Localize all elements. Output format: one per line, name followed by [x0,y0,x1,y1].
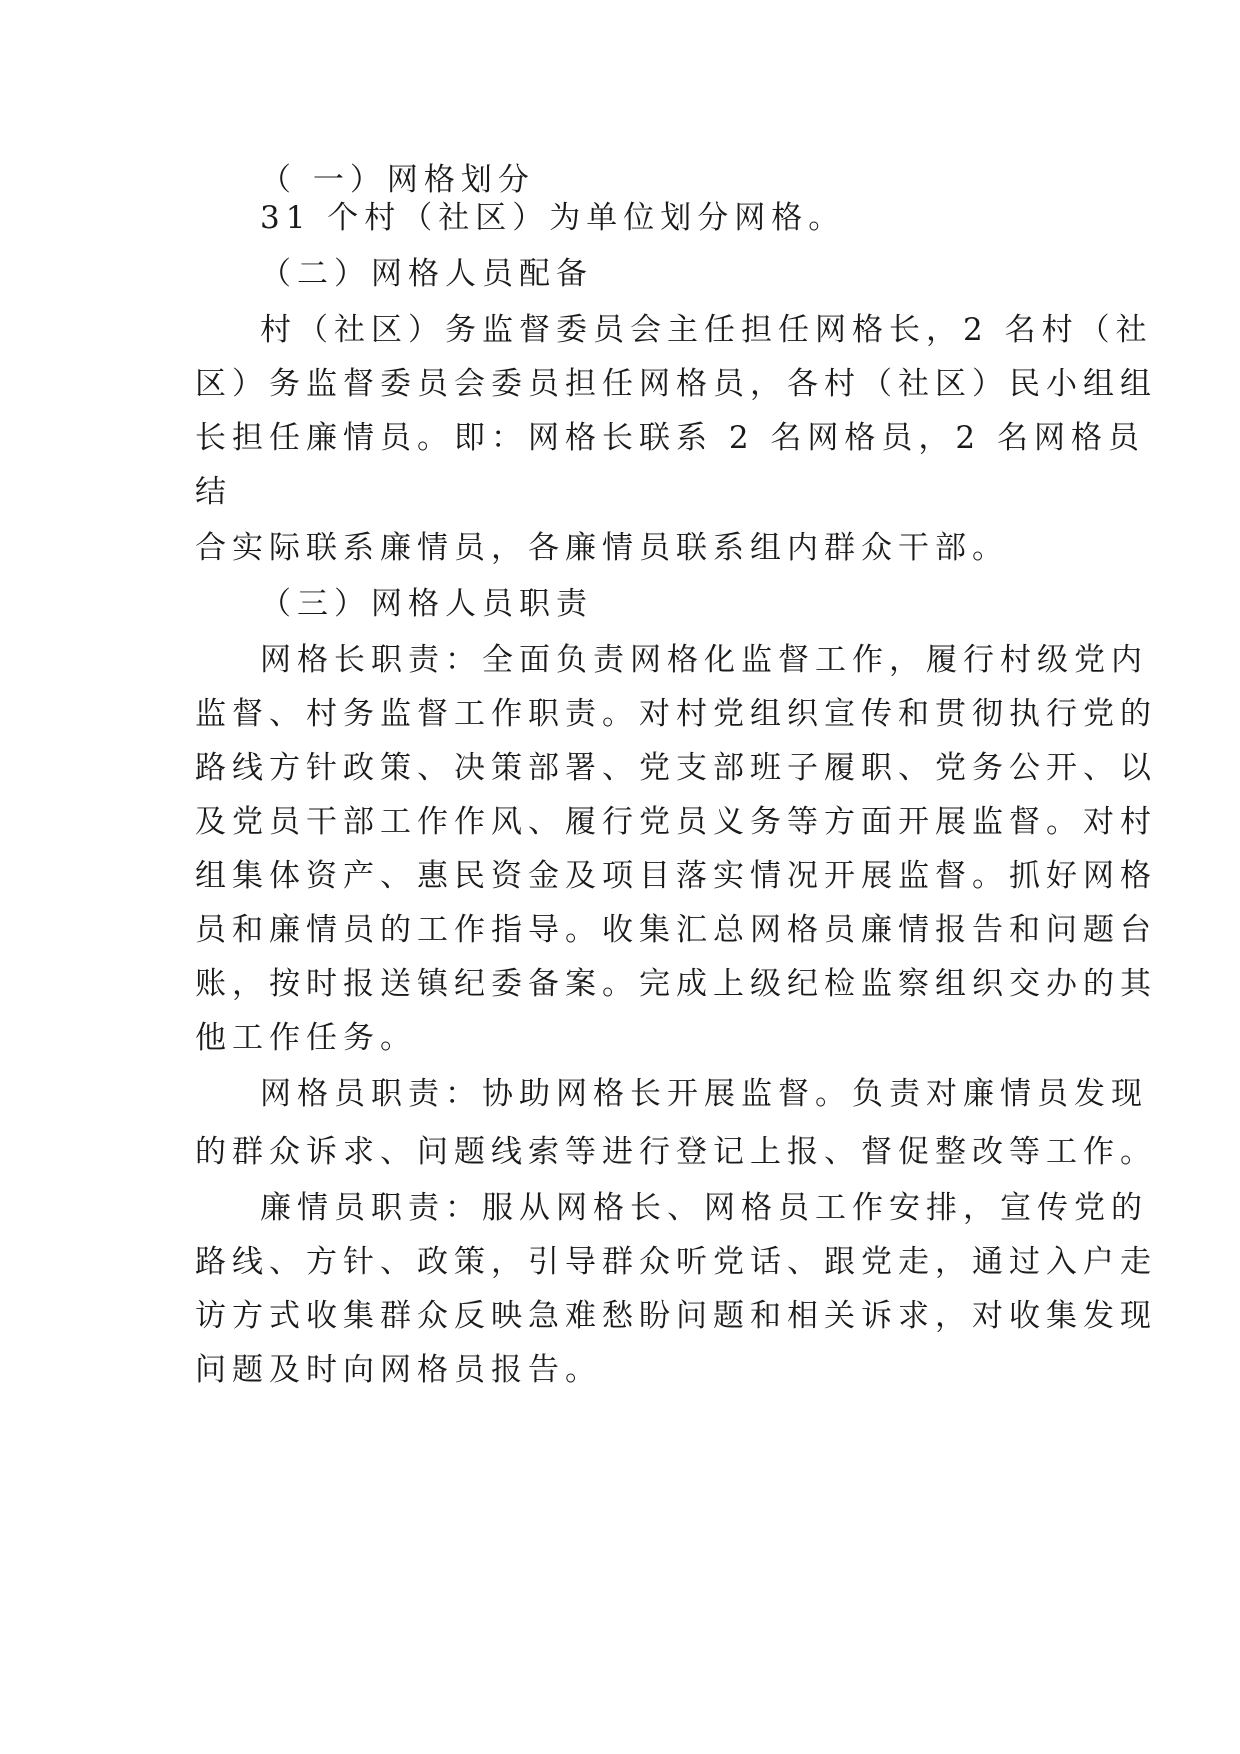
paragraph-line: 路线方针政策、决策部署、党支部班子履职、党务公开、以 [195,750,1157,786]
paragraph-line: 结 [195,474,232,510]
paragraph-line: 访方式收集群众反映急难愁盼问题和相关诉求，对收集发现 [195,1298,1157,1334]
paragraph-line: 长担任廉情员。即：网格长联系 2 名网格员，2 名网格员 [195,420,1146,456]
paragraph-line: 31 个村（社区）为单位划分网格。 [260,200,846,236]
paragraph-line: 路线、方针、政策，引导群众听党话、跟党走，通过入户走 [195,1244,1157,1280]
paragraph-line: 账，按时报送镇纪委备案。完成上级纪检监察组织交办的其 [195,966,1157,1002]
section-heading-grid-duties: （三）网格人员职责 [260,586,593,622]
paragraph-line: 区）务监督委员会委员担任网格员，各村（社区）民小组组 [195,366,1157,402]
paragraph-line: 组集体资产、惠民资金及项目落实情况开展监督。抓好网格 [195,858,1157,894]
paragraph-line: 网格员职责：协助网格长开展监督。负责对廉情员发现 [260,1076,1148,1112]
paragraph-line: 网格长职责：全面负责网格化监督工作，履行村级党内 [260,642,1148,678]
paragraph-line: 他工作任务。 [195,1020,417,1056]
paragraph-line: 廉情员职责：服从网格长、网格员工作安排，宣传党的 [260,1190,1148,1226]
paragraph-line: 监督、村务监督工作职责。对村党组织宣传和贯彻执行党的 [195,696,1157,732]
paragraph-line: 问题及时向网格员报告。 [195,1352,602,1388]
section-heading-grid-staffing: （二）网格人员配备 [260,256,593,292]
paragraph-line: 合实际联系廉情员，各廉情员联系组内群众干部。 [195,530,1009,566]
paragraph-line: 及党员干部工作作风、履行党员义务等方面开展监督。对村 [195,804,1157,840]
paragraph-line: 的群众诉求、问题线索等进行登记上报、督促整改等工作。 [195,1134,1157,1170]
paragraph-line: 员和廉情员的工作指导。收集汇总网格员廉情报告和问题台 [195,912,1157,948]
paragraph-line: 村（社区）务监督委员会主任担任网格长，2 名村（社 [260,312,1153,348]
section-heading-grid-division: （ 一）网格划分 [260,162,535,198]
